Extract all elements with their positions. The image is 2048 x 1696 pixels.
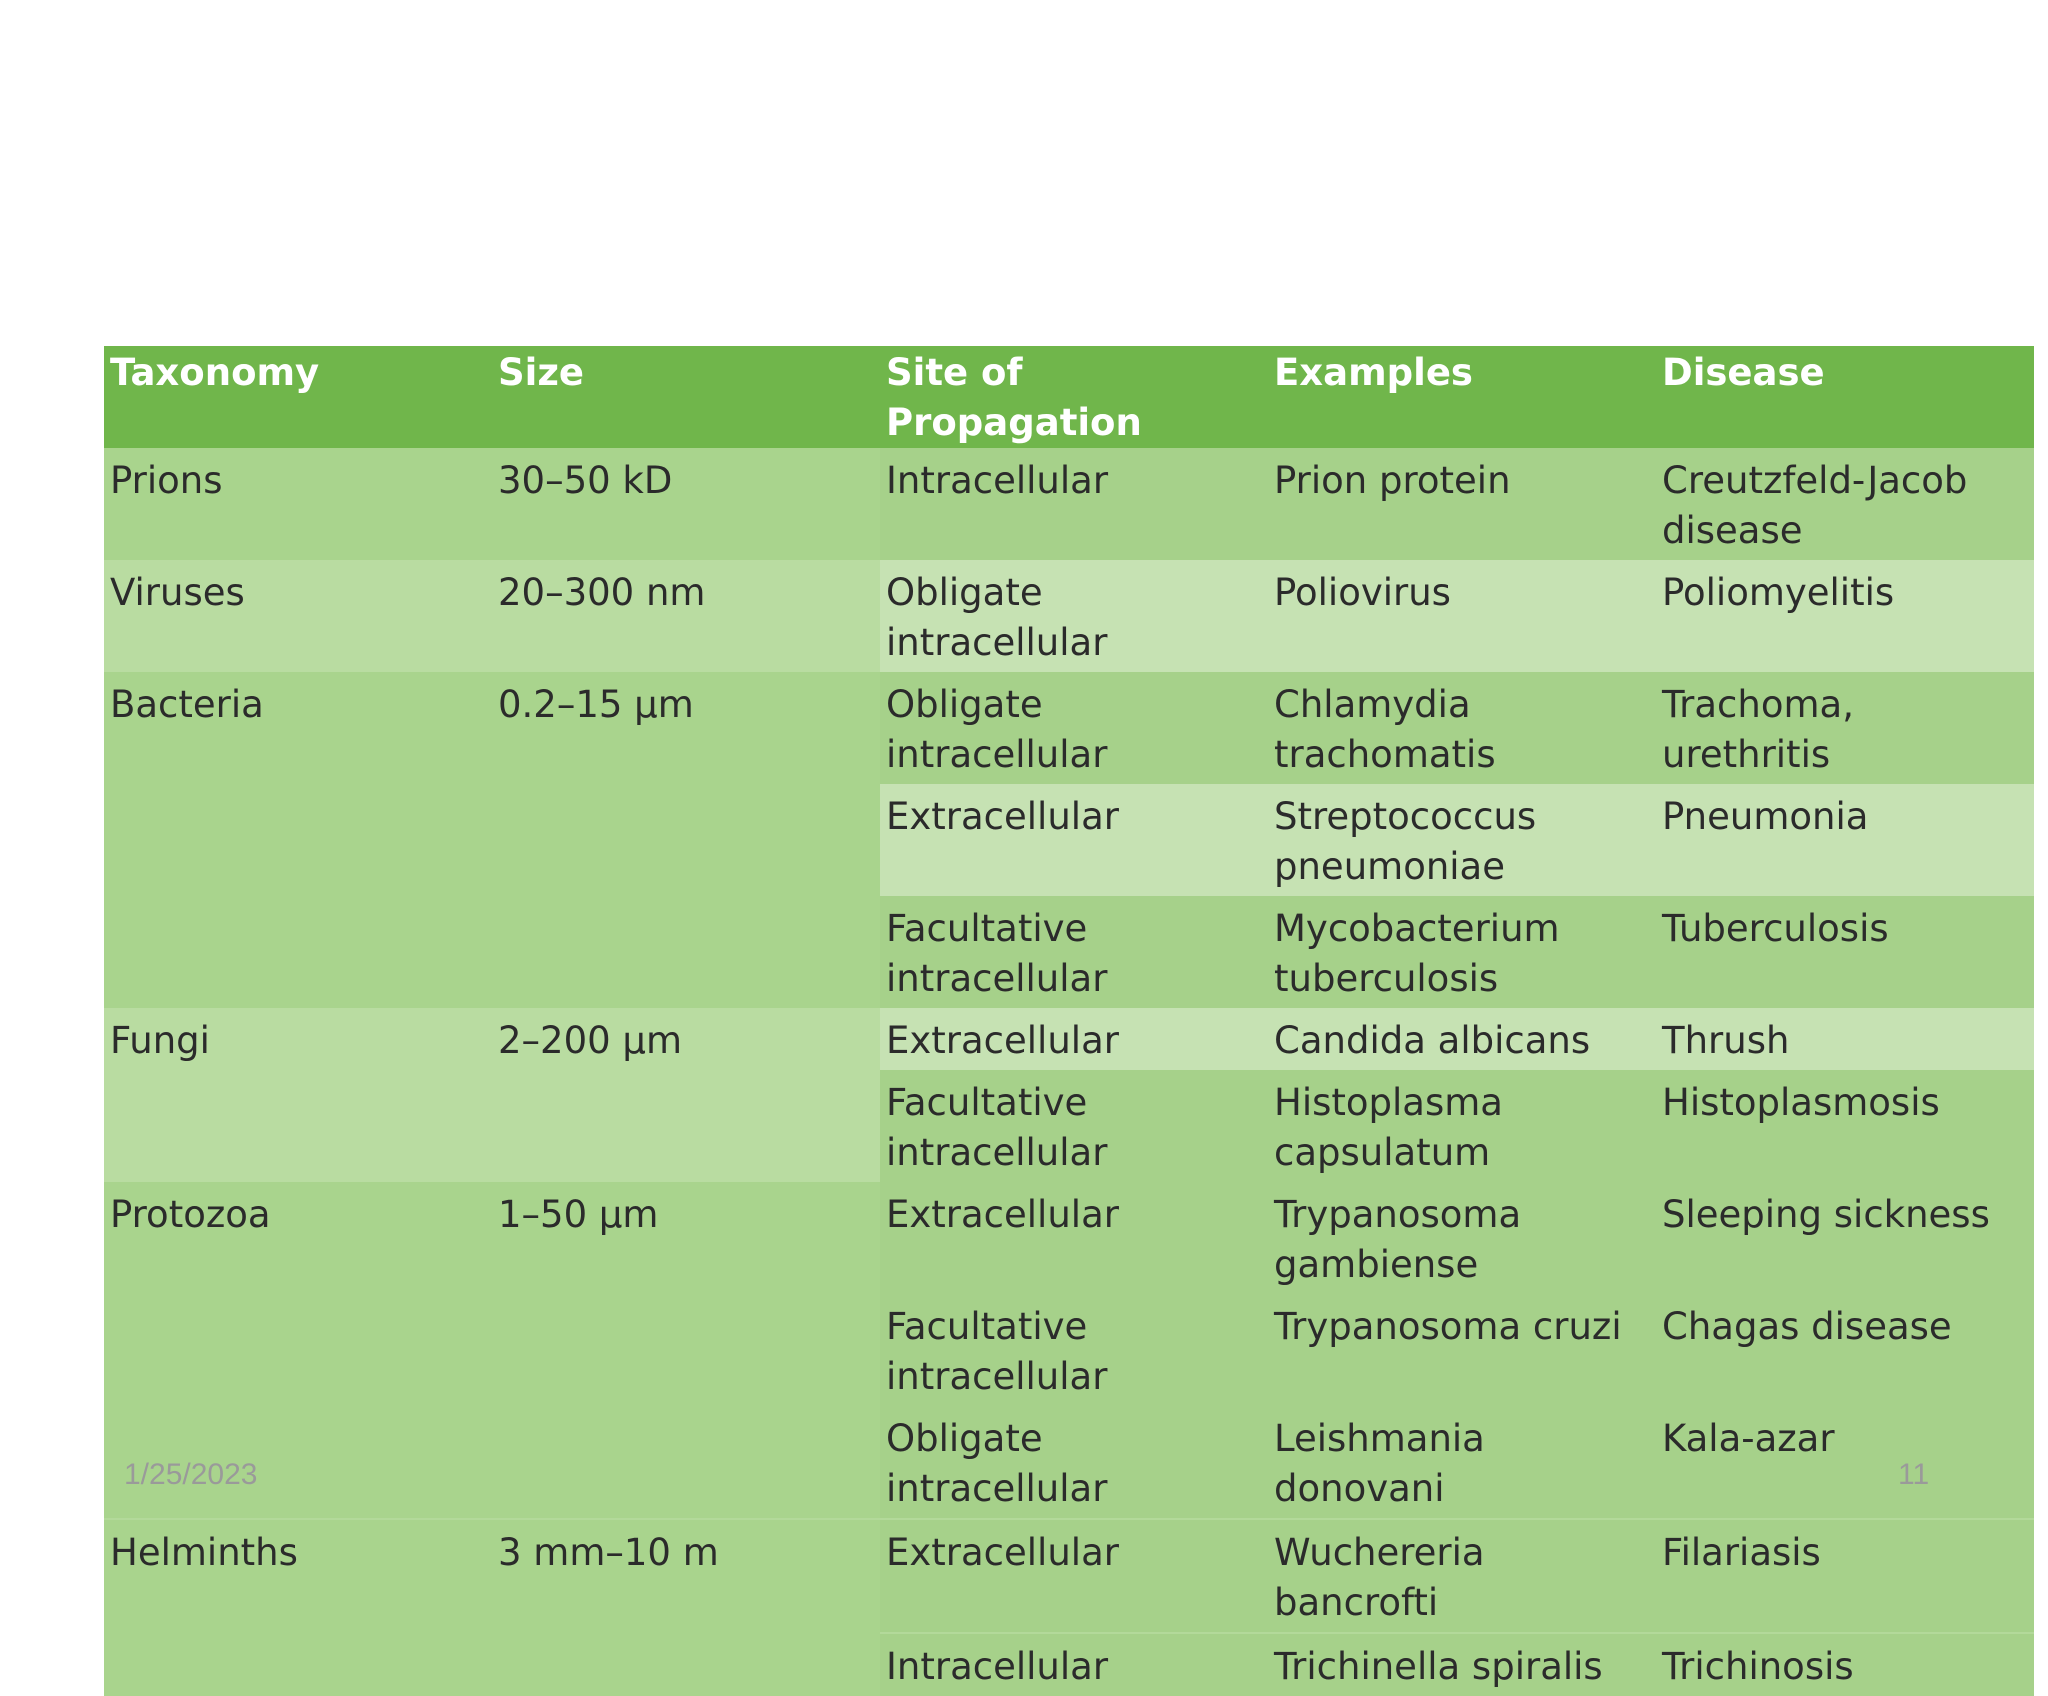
table-row [104,560,2034,672]
disease-cell: Creutzfeld-Jacob disease [1656,448,2034,560]
disease-cell: Trichinosis [1656,1633,2034,1696]
disease-cell: Trachoma, urethritis [1656,672,2034,784]
disease-cell: Kala-azar [1656,1406,2034,1519]
size-cell: 30–50 kD [492,448,880,560]
site-cell: Facultative intracellular [880,896,1268,1008]
site-cell: Intracellular [880,448,1268,560]
footer-page-number: 11 [1898,1458,1930,1491]
disease-cell: Chagas disease [1656,1294,2034,1406]
site-cell: Extracellular [880,1519,1268,1633]
size-cell: 20–300 nm [492,560,880,672]
header-size: Size [492,346,880,448]
site-cell: Obligate intracellular [880,1406,1268,1519]
taxonomy-cell: Bacteria [104,672,492,1008]
example-cell: Trypanosoma cruzi [1268,1294,1656,1406]
header-examples: Examples [1268,346,1656,448]
size-cell: 2–200 µm [492,1008,880,1182]
example-cell: Leishmania donovani [1268,1406,1656,1519]
disease-cell: Tuberculosis [1656,896,2034,1008]
example-cell: Histoplasma capsulatum [1268,1070,1656,1182]
size-cell: 0.2–15 µm [492,672,880,1008]
footer-date: 1/25/2023 [124,1458,258,1491]
table-row [104,448,2034,560]
size-cell: 1–50 µm [492,1182,880,1519]
table-row [104,672,2034,784]
site-cell: Extracellular [880,1182,1268,1294]
example-cell: Chlamydia trachomatis [1268,672,1656,784]
table-body [104,448,2034,1696]
example-cell: Wuchereria bancrofti [1268,1519,1656,1633]
site-cell: Obligate intracellular [880,672,1268,784]
table-header-row [104,346,2034,448]
size-cell: 3 mm–10 m [492,1519,880,1696]
site-cell: Facultative intracellular [880,1294,1268,1406]
site-cell: Intracellular [880,1633,1268,1696]
taxonomy-cell: Helminths [104,1519,492,1696]
site-cell: Extracellular [880,784,1268,896]
header-taxonomy: Taxonomy [104,346,492,448]
site-cell: Extracellular [880,1008,1268,1070]
table-row [104,1182,2034,1294]
site-cell: Obligate intracellular [880,560,1268,672]
example-cell: Streptococcus pneumoniae [1268,784,1656,896]
disease-cell: Poliomyelitis [1656,560,2034,672]
header-site-of-propagation: Site of Propagation [880,346,1268,448]
disease-cell: Histoplasmosis [1656,1070,2034,1182]
taxonomy-cell: Prions [104,448,492,560]
disease-cell: Filariasis [1656,1519,2034,1633]
example-cell: Candida albicans [1268,1008,1656,1070]
table-row [104,1519,2034,1633]
disease-cell: Sleeping sickness [1656,1182,2034,1294]
disease-cell: Pneumonia [1656,784,2034,896]
header-disease: Disease [1656,346,2034,448]
taxonomy-cell: Fungi [104,1008,492,1182]
taxonomy-cell: Protozoa [104,1182,492,1519]
example-cell: Prion protein [1268,448,1656,560]
example-cell: Trypanosoma gambiense [1268,1182,1656,1294]
disease-cell: Thrush [1656,1008,2034,1070]
site-cell: Facultative intracellular [880,1070,1268,1182]
example-cell: Trichinella spiralis [1268,1633,1656,1696]
example-cell: Mycobacterium tuberculosis [1268,896,1656,1008]
taxonomy-cell: Viruses [104,560,492,672]
taxonomy-table [104,346,2034,1696]
table-row [104,1008,2034,1070]
example-cell: Poliovirus [1268,560,1656,672]
